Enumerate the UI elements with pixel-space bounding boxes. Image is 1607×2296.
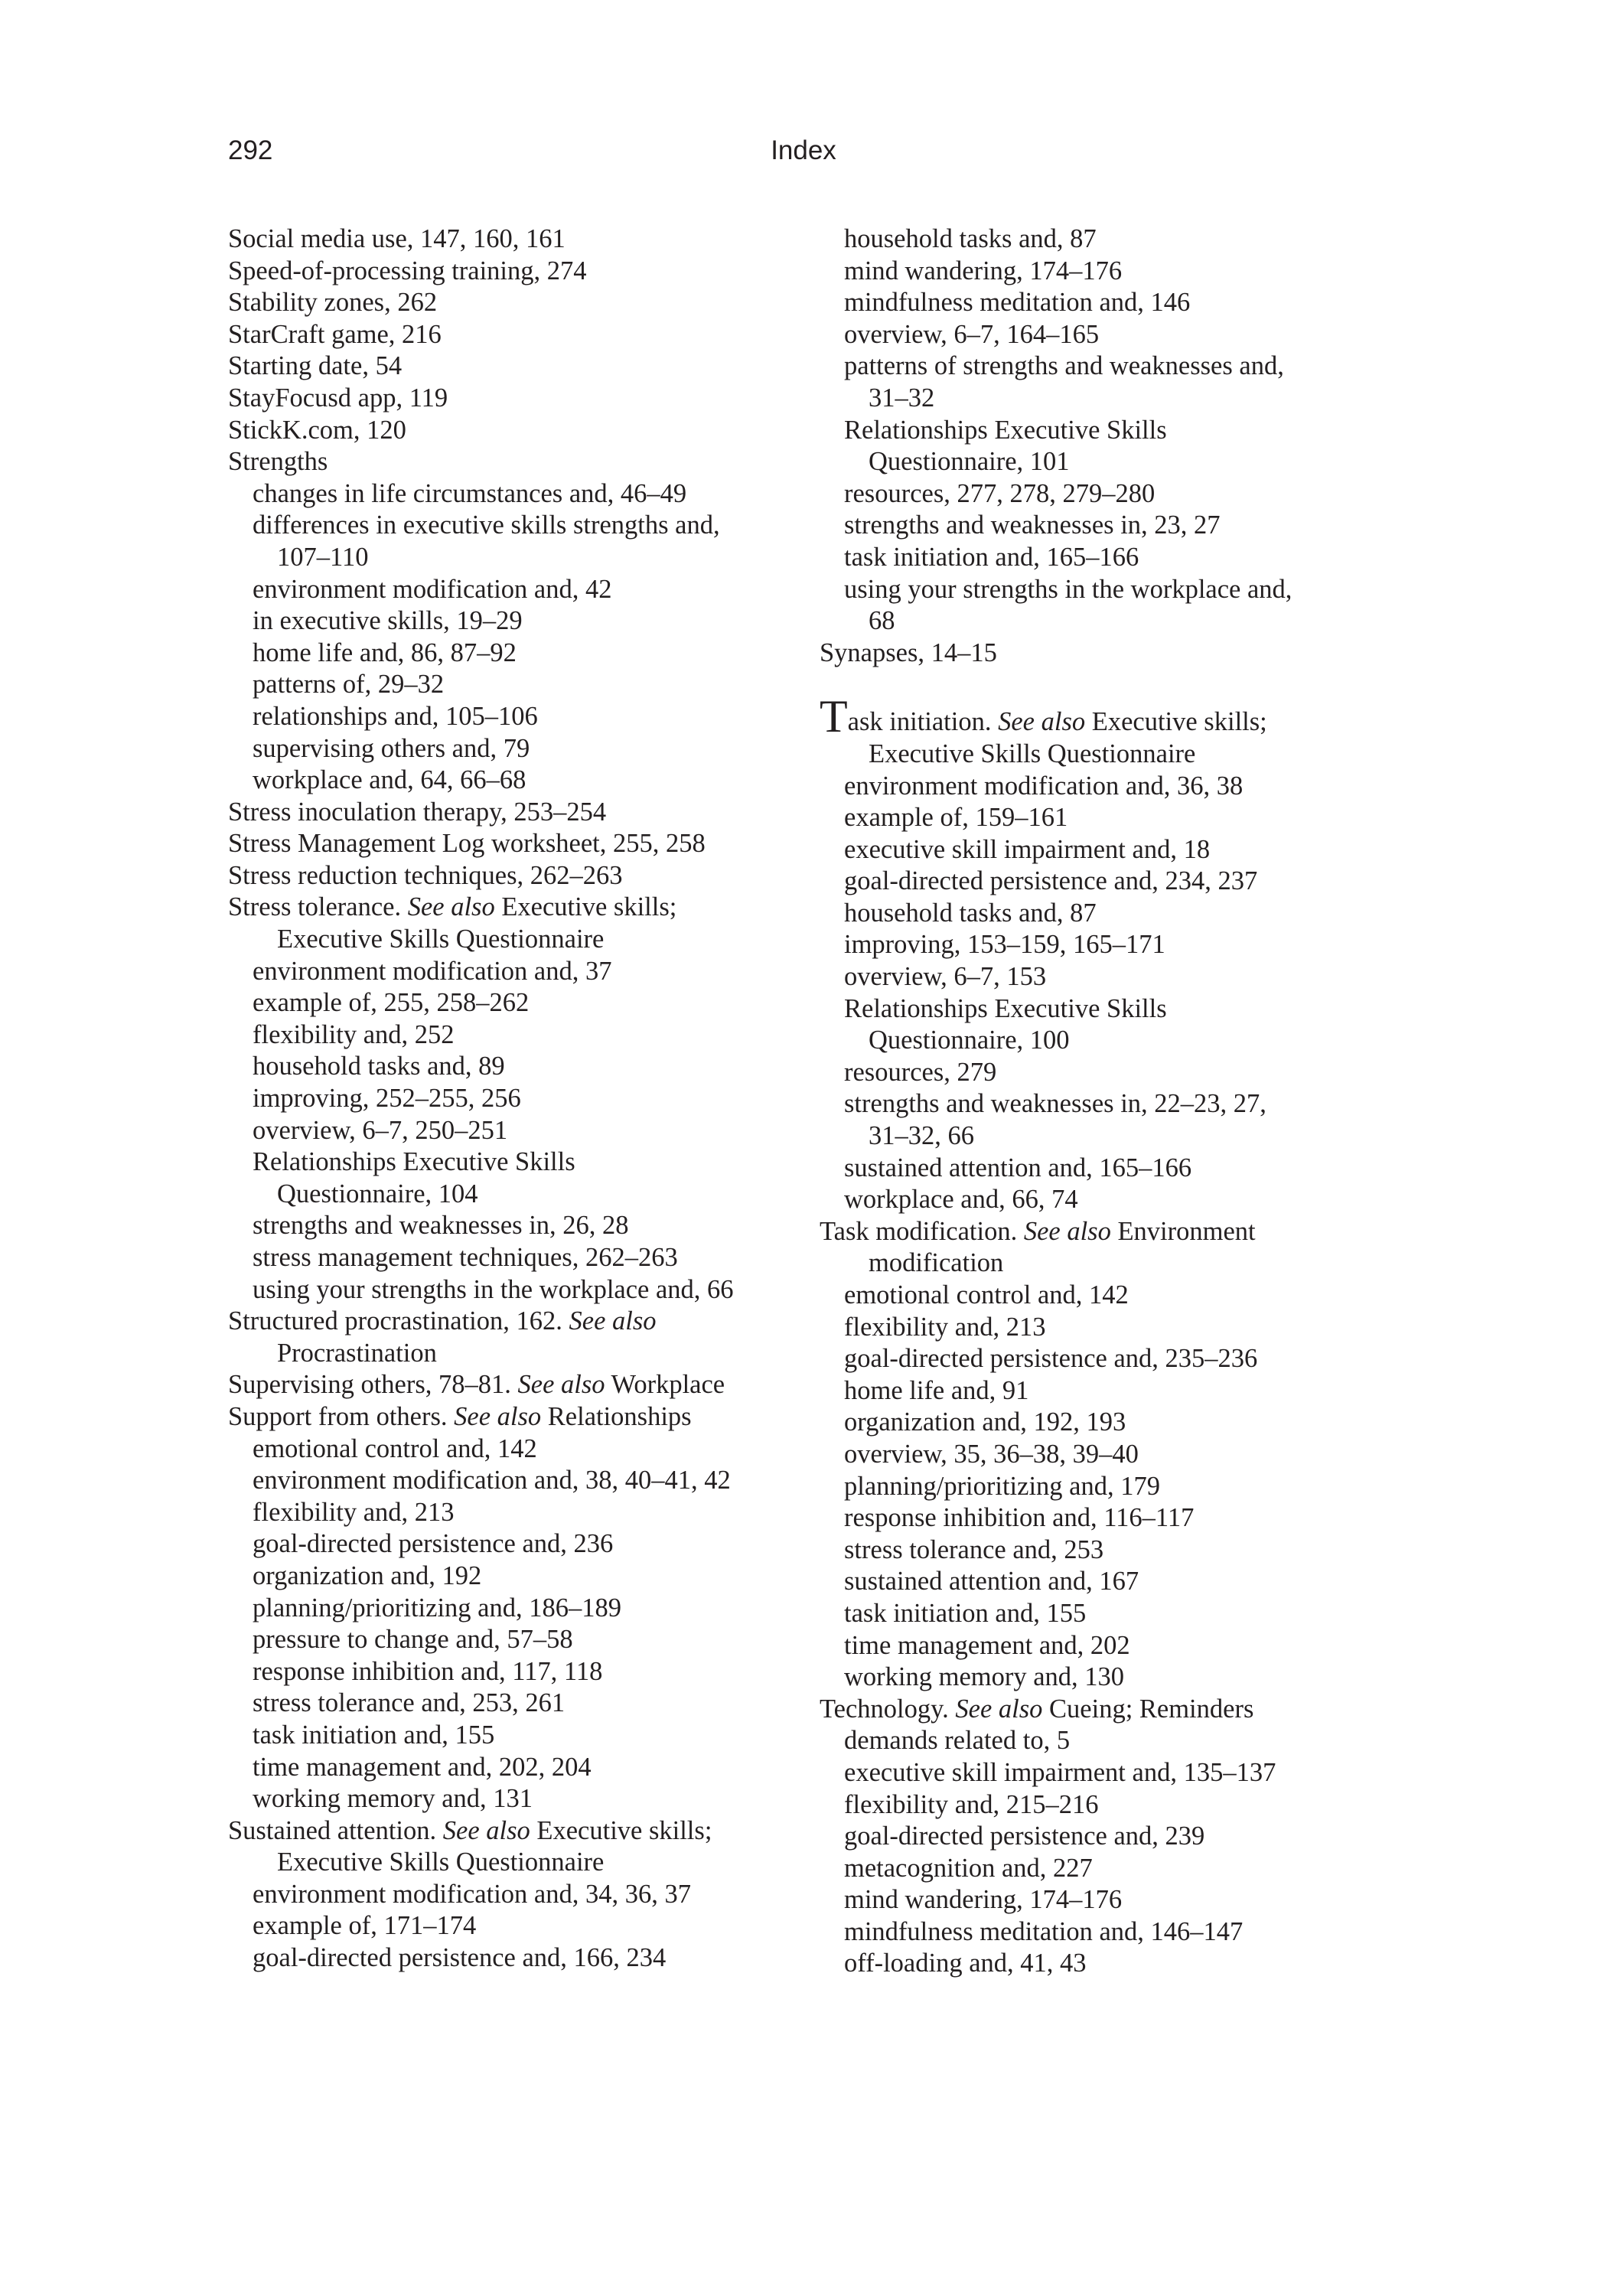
cross-reference: Environment <box>1110 1216 1256 1246</box>
entry-text: Stress Management Log worksheet, 255, 258 <box>228 829 706 859</box>
page-number: 292 <box>228 135 273 165</box>
index-entry <box>228 797 810 829</box>
index-subentry <box>228 1242 810 1274</box>
index-entry <box>820 1694 1401 1726</box>
index-entry <box>228 828 810 860</box>
entry-text: supervising others and, 79 <box>253 733 530 763</box>
see-also-label: See also <box>955 1694 1043 1724</box>
entry-text: Procrastination <box>277 1338 437 1368</box>
index-subentry <box>228 1752 810 1784</box>
entry-text: flexibility and, 213 <box>253 1497 455 1527</box>
entry-text: Supervising others, 78–81. <box>228 1370 518 1400</box>
entry-text: stress tolerance and, 253 <box>844 1534 1104 1564</box>
index-subentry <box>228 765 810 797</box>
entry-text: modification <box>869 1248 1004 1278</box>
index-subentry <box>228 1497 810 1529</box>
index-entry <box>820 1216 1401 1248</box>
index-subentry <box>228 574 810 606</box>
entry-text: Sustained attention. <box>228 1815 443 1845</box>
index-subentry <box>820 1471 1401 1503</box>
entry-text: working memory and, 130 <box>844 1662 1125 1692</box>
entry-text: goal-directed persistence and, 166, 234 <box>253 1943 667 1973</box>
index-subentry <box>228 987 810 1019</box>
entry-text: using your strengths in the workplace and, 66 <box>253 1274 734 1304</box>
entry-text: overview, 6–7, 164–165 <box>844 319 1100 349</box>
entry-text: planning/prioritizing and, 179 <box>844 1471 1160 1501</box>
entry-text: goal-directed persistence and, 236 <box>253 1529 614 1559</box>
entry-text: household tasks and, 87 <box>844 224 1097 253</box>
entry-text: goal-directed persistence and, 235–236 <box>844 1344 1258 1374</box>
index-entry <box>820 691 1401 742</box>
index-subentry <box>228 1656 810 1688</box>
entry-text: Executive Skills Questionnaire <box>277 925 605 954</box>
index-column-right <box>820 223 1401 1980</box>
index-subentry <box>820 1598 1401 1630</box>
entry-text: environment modification and, 42 <box>253 574 612 604</box>
entry-text: environment modification and, 37 <box>253 956 612 986</box>
entry-text: Relationships Executive Skills <box>844 415 1167 445</box>
index-subentry <box>820 834 1401 866</box>
cross-reference: Executive skills; <box>1085 707 1267 737</box>
index-entry <box>228 1306 810 1338</box>
index-subentry <box>820 771 1401 803</box>
entry-text: household tasks and, 87 <box>844 898 1097 928</box>
entry-text: 68 <box>869 606 895 636</box>
index-entry <box>228 256 810 288</box>
index-subentry <box>820 1184 1401 1216</box>
index-subentry <box>228 1083 810 1115</box>
entry-text: home life and, 86, 87–92 <box>253 638 517 667</box>
index-subentry <box>820 1948 1401 1980</box>
entry-text: workplace and, 64, 66–68 <box>253 765 526 795</box>
index-subentry <box>820 1757 1401 1789</box>
index-subentry <box>820 993 1401 1026</box>
index-subentry <box>228 701 810 733</box>
entry-text: mind wandering, 174–176 <box>844 1885 1123 1915</box>
index-subentry <box>228 1624 810 1656</box>
entry-text: time management and, 202 <box>844 1630 1130 1660</box>
entry-text: Starting date, 54 <box>228 351 403 381</box>
index-subentry <box>820 1088 1401 1120</box>
index-subentry <box>820 1247 1401 1280</box>
entry-text: response inhibition and, 117, 118 <box>253 1656 603 1686</box>
entry-text: mind wandering, 174–176 <box>844 256 1123 285</box>
index-subentry <box>820 1407 1401 1439</box>
entry-text: resources, 279 <box>844 1057 997 1087</box>
index-subentry <box>228 1847 810 1879</box>
index-subentry <box>820 510 1401 542</box>
index-subentry <box>228 1019 810 1052</box>
entry-text: task initiation and, 155 <box>844 1598 1087 1628</box>
cross-reference: Executive skills; <box>530 1815 712 1845</box>
entry-text: improving, 153–159, 165–171 <box>844 930 1165 960</box>
index-entry <box>228 415 810 447</box>
cross-reference: Cueing; Reminders <box>1042 1694 1254 1724</box>
entry-text: demands related to, 5 <box>844 1726 1071 1756</box>
index-subentry <box>228 638 810 670</box>
entry-text: goal-directed persistence and, 239 <box>844 1821 1205 1851</box>
entry-text: strengths and weaknesses in, 22–23, 27, <box>844 1089 1266 1119</box>
index-subentry <box>820 287 1401 319</box>
entry-text: flexibility and, 215–216 <box>844 1789 1099 1819</box>
entry-text: relationships and, 105–106 <box>253 701 538 731</box>
entry-text: organization and, 192, 193 <box>844 1407 1126 1437</box>
entry-text: Synapses, 14–15 <box>820 638 997 667</box>
index-subentry <box>820 1343 1401 1375</box>
entry-text: household tasks and, 89 <box>253 1052 505 1081</box>
letter-section-gap <box>820 669 1401 701</box>
entry-text: executive skill impairment and, 18 <box>844 834 1211 864</box>
index-subentry <box>820 1789 1401 1821</box>
entry-text: Social media use, 147, 160, 161 <box>228 224 566 253</box>
index-subentry <box>228 669 810 701</box>
entry-text: emotional control and, 142 <box>844 1280 1129 1309</box>
index-subentry <box>820 1312 1401 1344</box>
index-subentry <box>228 1593 810 1625</box>
entry-text: workplace and, 66, 74 <box>844 1185 1078 1215</box>
index-subentry <box>820 383 1401 415</box>
index-subentry <box>228 1179 810 1211</box>
index-subentry <box>820 802 1401 834</box>
index-subentry <box>820 1662 1401 1694</box>
index-entry <box>228 892 810 924</box>
entry-text: planning/prioritizing and, 186–189 <box>253 1593 621 1623</box>
index-subentry <box>820 1120 1401 1153</box>
index-entry <box>228 1815 810 1848</box>
entry-text: resources, 277, 278, 279–280 <box>844 478 1156 508</box>
entry-text: Stress inoculation therapy, 253–254 <box>228 797 607 827</box>
index-subentry <box>228 510 810 542</box>
index-entry <box>228 351 810 383</box>
index-entry <box>228 287 810 319</box>
entry-text: organization and, 192 <box>253 1561 482 1590</box>
index-subentry <box>820 223 1401 256</box>
see-also-label: See also <box>1023 1216 1111 1246</box>
index-subentry <box>820 1725 1401 1757</box>
entry-text: overview, 6–7, 153 <box>844 962 1047 992</box>
see-also-label: See also <box>407 892 495 922</box>
index-subentry <box>820 478 1401 510</box>
index-subentry <box>820 1630 1401 1662</box>
entry-text: pressure to change and, 57–58 <box>253 1625 573 1655</box>
index-subentry <box>820 1280 1401 1312</box>
entry-text: 107–110 <box>277 542 369 572</box>
entry-text: stress tolerance and, 253, 261 <box>253 1688 566 1718</box>
index-subentry <box>228 924 810 956</box>
entry-text: example of, 159–161 <box>844 803 1068 833</box>
index-subentry <box>820 351 1401 383</box>
entry-text: Support from others. <box>228 1401 455 1431</box>
index-subentry <box>228 1942 810 1975</box>
index-subentry <box>228 1910 810 1942</box>
entry-text: environment modification and, 36, 38 <box>844 771 1244 801</box>
index-subentry <box>820 1439 1401 1471</box>
entry-text: StayFocusd app, 119 <box>228 383 448 413</box>
index-subentry <box>820 1025 1401 1057</box>
entry-text: strengths and weaknesses in, 23, 27 <box>844 510 1221 540</box>
entry-text: Stress reduction techniques, 262–263 <box>228 860 623 890</box>
entry-text: mindfulness meditation and, 146–147 <box>844 1916 1244 1946</box>
index-subentry <box>228 1274 810 1306</box>
entry-text: StarCraft game, 216 <box>228 319 442 349</box>
index-entry <box>228 223 810 256</box>
entry-text: task initiation and, 155 <box>253 1720 495 1750</box>
cross-reference: Relationships <box>541 1401 692 1431</box>
entry-text: home life and, 91 <box>844 1375 1029 1405</box>
entry-text: working memory and, 131 <box>253 1784 533 1814</box>
index-subentry <box>228 1783 810 1815</box>
index-entry <box>228 1401 810 1433</box>
entry-text: Structured procrastination, 162. <box>228 1306 569 1336</box>
entry-text: example of, 171–174 <box>253 1911 477 1941</box>
index-subentry <box>820 574 1401 606</box>
entry-text: overview, 6–7, 250–251 <box>253 1115 508 1145</box>
index-subentry <box>228 1465 810 1497</box>
index-subentry <box>820 1853 1401 1885</box>
entry-text: task initiation and, 165–166 <box>844 542 1139 572</box>
index-subentry <box>228 542 810 574</box>
index-subentry <box>228 1688 810 1720</box>
index-subentry <box>228 1115 810 1147</box>
index-subentry <box>228 1720 810 1752</box>
index-subentry <box>228 1879 810 1911</box>
index-subentry <box>820 739 1401 771</box>
index-subentry <box>820 1821 1401 1853</box>
entry-text: improving, 252–255, 256 <box>253 1084 521 1114</box>
entry-text: Questionnaire, 100 <box>869 1026 1070 1055</box>
entry-text: changes in life circumstances and, 46–49 <box>253 478 687 508</box>
entry-text: StickK.com, 120 <box>228 415 406 445</box>
entry-text: Questionnaire, 104 <box>277 1179 478 1208</box>
index-subentry <box>228 1528 810 1561</box>
entry-text: patterns of, 29–32 <box>253 670 445 700</box>
entry-text: environment modification and, 34, 36, 37 <box>253 1879 691 1909</box>
index-subentry <box>228 1338 810 1370</box>
index-subentry <box>820 415 1401 447</box>
entry-text: mindfulness meditation and, 146 <box>844 288 1191 318</box>
index-entry <box>228 383 810 415</box>
index-subentry <box>228 956 810 988</box>
entry-text: Executive Skills Questionnaire <box>869 739 1196 768</box>
index-subentry <box>228 1561 810 1593</box>
entry-text: executive skill impairment and, 135–137 <box>844 1757 1276 1787</box>
entry-text: goal-directed persistence and, 234, 237 <box>844 866 1258 896</box>
index-entry <box>228 1369 810 1401</box>
entry-text: Relationships Executive Skills <box>253 1147 575 1177</box>
entry-text: 31–32, 66 <box>869 1121 974 1151</box>
see-also-label: See also <box>998 707 1086 737</box>
entry-text: Stability zones, 262 <box>228 288 438 318</box>
entry-text: 31–32 <box>869 383 935 413</box>
index-subentry <box>820 446 1401 478</box>
index-column-left <box>228 223 810 1975</box>
entry-text: sustained attention and, 165–166 <box>844 1153 1192 1182</box>
index-subentry <box>228 478 810 510</box>
index-subentry <box>228 733 810 765</box>
entry-text: overview, 35, 36–38, 39–40 <box>844 1439 1139 1469</box>
index-subentry <box>820 605 1401 638</box>
entry-text: flexibility and, 252 <box>253 1019 455 1049</box>
entry-text: example of, 255, 258–262 <box>253 988 530 1018</box>
entry-text: stress management techniques, 262–263 <box>253 1243 678 1272</box>
entry-text: off-loading and, 41, 43 <box>844 1949 1087 1978</box>
index-entry <box>228 446 810 478</box>
index-subentry <box>820 961 1401 993</box>
entry-text: Relationships Executive Skills <box>844 993 1167 1023</box>
running-head: Index <box>771 135 836 165</box>
index-subentry <box>820 1884 1401 1916</box>
index-subentry <box>820 1375 1401 1407</box>
index-subentry <box>820 1916 1401 1949</box>
entry-text: Strengths <box>228 447 328 477</box>
entry-text: using your strengths in the workplace and, <box>844 574 1292 604</box>
section-initial: T <box>820 691 848 742</box>
entry-text: Stress tolerance. <box>228 892 408 922</box>
see-also-label: See also <box>442 1815 530 1845</box>
entry-text: time management and, 202, 204 <box>253 1752 592 1782</box>
entry-text: Task modification. <box>820 1216 1024 1246</box>
index-subentry <box>820 256 1401 288</box>
entry-text: Technology. <box>820 1694 956 1724</box>
index-subentry <box>228 1433 810 1466</box>
index-subentry <box>228 1051 810 1083</box>
cross-reference: Workplace <box>605 1370 725 1400</box>
entry-text: in executive skills, 19–29 <box>253 606 523 636</box>
entry-text: response inhibition and, 116–117 <box>844 1503 1195 1533</box>
entry-text: environment modification and, 38, 40–41, 42 <box>253 1466 731 1495</box>
see-also-label: See also <box>454 1401 542 1431</box>
entry-text: patterns of strengths and weaknesses and, <box>844 351 1284 381</box>
entry-text: flexibility and, 213 <box>844 1312 1046 1342</box>
index-entry <box>820 638 1401 670</box>
see-also-label: See also <box>517 1370 605 1400</box>
entry-text: metacognition and, 227 <box>844 1853 1093 1883</box>
index-subentry <box>820 542 1401 574</box>
cross-reference: Executive skills; <box>494 892 677 922</box>
entry-text: strengths and weaknesses in, 26, 28 <box>253 1211 629 1241</box>
entry-text: Speed-of-processing training, 274 <box>228 256 587 285</box>
index-subentry <box>228 605 810 638</box>
index-subentry <box>820 1502 1401 1534</box>
index-subentry <box>820 1153 1401 1185</box>
index-subentry <box>820 866 1401 898</box>
index-subentry <box>820 1566 1401 1598</box>
index-subentry <box>820 1057 1401 1089</box>
index-entry <box>228 860 810 892</box>
index-entry <box>228 319 810 351</box>
entry-text: Executive Skills Questionnaire <box>277 1848 605 1877</box>
entry-text: Questionnaire, 101 <box>869 447 1070 477</box>
index-subentry <box>820 898 1401 930</box>
entry-text: differences in executive skills strengths and, <box>253 510 720 540</box>
entry-text: emotional control and, 142 <box>253 1433 537 1463</box>
entry-text: sustained attention and, 167 <box>844 1567 1139 1596</box>
see-also-label: See also <box>569 1306 657 1336</box>
index-subentry <box>228 1210 810 1242</box>
index-subentry <box>228 1146 810 1179</box>
index-subentry <box>820 319 1401 351</box>
entry-text: ask initiation. <box>847 707 999 737</box>
index-subentry <box>820 929 1401 961</box>
index-subentry <box>820 1534 1401 1567</box>
